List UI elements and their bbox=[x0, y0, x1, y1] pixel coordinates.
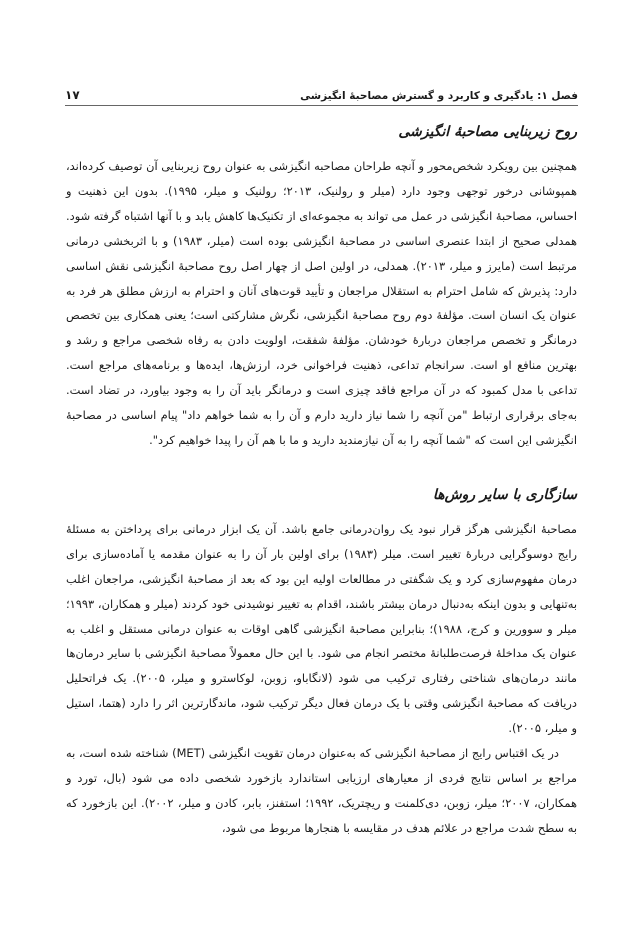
chapter-title: فصل ۱: یادگیری و کاربرد و گسترش مصاحبهٔ انگیزشی bbox=[300, 90, 578, 102]
page-body bbox=[66, 114, 577, 841]
paragraph: در یک اقتباس رایج از مصاحبهٔ انگیزشی که به‌عنوان درمان تقویت انگیزشی (MET) شناخته شده است، به مراجع بر اساس نتایج فردی از معیارهای ارزیابی استاندارد بازخورد شخصی داده می شود (بال، تورد و همکاران، ۲۰۰۷؛ میلر، زوبن، دی‌کلمنت و ریچتریک، ۱۹۹۲؛ استفنز، بابر، کادن و میلر، ۲۰۰۲). این بازخورد که به سطح شدت مراجع در علائم هدف در مقایسه با هنجارها مربوط می شود، bbox=[66, 746, 578, 835]
paragraph: مصاحبهٔ انگیزشی هرگز قرار نبود یک روان‌درمانی جامع باشد. آن یک ابزار درمانی برای پرداختن به مسئلهٔ رایج دوسوگرایی دربارهٔ تغییر است. میلر (۱۹۸۳) برای اولین بار آن را به عنوان مقدمه یا آماده‌سازی برای درمان مفهوم‌سازی کرد و یک شگفتی در مطالعات اولیه این بود که بعد از مصاحبهٔ انگیزشی، مراجعان اغلب به‌تنهایی و بدون اینکه به‌دنبال درمان بیشتر باشند، اقدام به تغییر نوشیدنی خود کردند (میلر و همکاران، ۱۹۹۳؛ میلر و سوورین و کرج، ۱۹۸۸)؛ بنابراین مصاحبهٔ انگیزشی گاهی اوقات به عنوان درمانی مستقل و اغلب به عنوان یک مداخلهٔ فرصت‌طلبانهٔ مختصر انجام می شود. با این حال معمولاً مصاحبهٔ انگیزشی با سایر درمان‌ها مانند درمان‌های شناختی رفتاری ترکیب می شود (لانگاباو، زوبن، لوکاسترو و میلر، ۲۰۰۵). یک فراتحلیل دریافت که مصاحبهٔ انگیزشی وقتی با یک درمان فعال دیگر ترکیب شود، ماندگارترین اثر را دارد (هتما، استیل و میلر، ۲۰۰۵). bbox=[66, 521, 577, 736]
running-header bbox=[65, 80, 578, 106]
section-heading-compatibility: سازگاری با سایر روش‌ها bbox=[432, 486, 577, 503]
section-heading-spirit: روح زیربنایی مصاحبهٔ انگیزشی bbox=[398, 124, 577, 140]
page-number: ۱۷ bbox=[65, 88, 80, 102]
paragraph: همچنین بین رویکرد شخص‌محور و آنچه طراحان مصاحبه انگیزشی به عنوان روح زیربنایی آن توصیف کرده‌اند، همپوشانی درخور توجهی وجود دارد (میلر و رولنیک، ۲۰۱۳؛ رولنیک و میلر، ۱۹۹۵). بدون این ذهنیت و احساس، مصاحبهٔ انگیزشی در عمل می تواند به مجموعه‌ای از تکنیک‌ها کاهش یابد و با آنها اشتباه گرفته شود. همدلی صحیح از ابتدا عنصری اساسی در مصاحبهٔ انگیزشی بوده است (میلر، ۱۹۸۳) و با اثربخشی درمانی مرتبط است (مایرز و میلر، ۲۰۱۳). همدلی، در اولین اصل از چهار اصل روح مصاحبهٔ انگیزشی نقش اساسی دارد: پذیرش که شامل احترام به استقلال مراجعان و تأیید قوت‌های آنان و احترام به ارزش مطلق هر فرد به عنوان یک انسان است. مؤلفهٔ دوم روح مصاحبهٔ انگیزشی، نگرش مشارکتی است؛ یعنی همکاری بین تخصص درمانگر و تخصص مراجعان دربارهٔ خودشان. مؤلفهٔ شفقت، اولویت دادن به رفاه شخصی مراجع و رشد و بهترین منافع او است. سرانجام تداعی، ذهنیت فراخوانی خرد، ارزش‌ها، ایده‌ها و برنامه‌های مراجع است. تداعی با مدل کمبود که در آن مراجع فاقد چیزی است و درمانگر باید آن را به وجود بیاورد، در تضاد است. به‌جای برقراری ارتباط "من آنچه را شما نیاز دارید دارم و آن را به شما خواهم داد" پیام اساسی در مصاحبهٔ انگیزشی این است که "شما آنچه را به آن نیازمندید دارید و ما با هم آن را پیدا خواهیم کرد". bbox=[66, 159, 578, 447]
